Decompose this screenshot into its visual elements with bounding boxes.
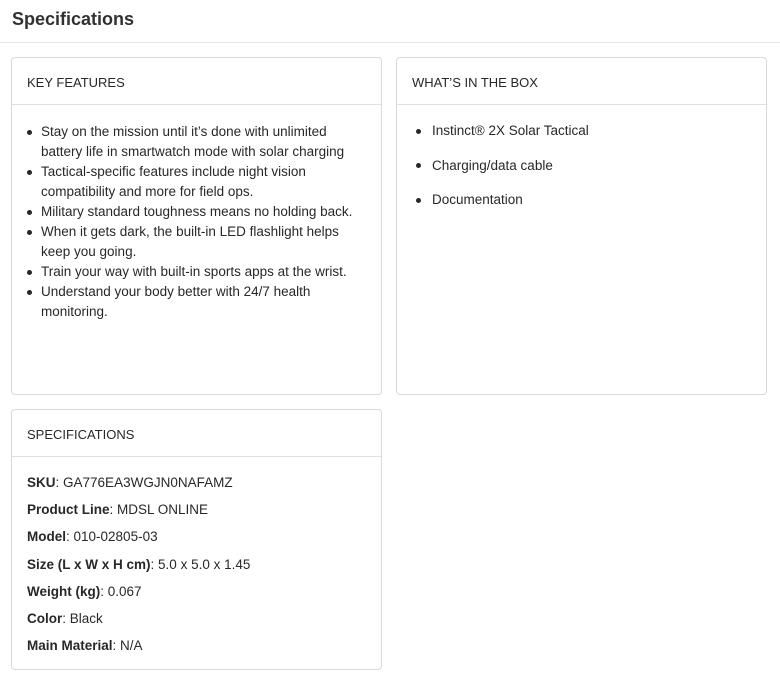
- spec-row-main-material: Main Material: N/A: [27, 638, 143, 654]
- spec-key: Size (L x W x H cm): [27, 556, 151, 572]
- spec-value: 010-02805-03: [73, 529, 158, 545]
- whats-in-the-box-list: [397, 105, 766, 210]
- spec-row-size: Size (L x W x H cm): 5.0 x 5.0 x 1.45: [27, 556, 251, 572]
- whats-in-the-box-header: WHAT’S IN THE BOX: [397, 58, 766, 105]
- list-item: Instinct® 2X Solar Tactical: [412, 121, 751, 141]
- list-item: Military standard toughness means no holding back.: [27, 202, 361, 222]
- list-item: Train your way with built-in sports apps at the wrist.: [27, 262, 361, 282]
- specifications-card: [11, 409, 382, 670]
- spec-value: N/A: [120, 638, 143, 654]
- list-item: Documentation: [412, 190, 751, 210]
- list-item: When it gets dark, the built-in LED flashlight helps keep you going.: [27, 222, 361, 262]
- spec-key: SKU: [27, 475, 56, 490]
- specifications-header: SPECIFICATIONS: [12, 410, 381, 457]
- whats-in-the-box-card: [396, 57, 767, 395]
- spec-value: MDSL ONLINE: [117, 502, 209, 518]
- spec-value: 5.0 x 5.0 x 1.45: [158, 556, 251, 572]
- list-item: Understand your body better with 24/7 health monitoring.: [27, 282, 361, 322]
- spec-key: Main Material: [27, 638, 113, 654]
- spec-key: Product Line: [27, 502, 110, 518]
- key-features-list: [12, 105, 381, 322]
- list-item: Tactical-specific features include night vision compatibility and more for field ops.: [27, 162, 361, 202]
- page-header: [0, 0, 780, 43]
- spec-row-model: Model: 010-02805-03: [27, 529, 158, 545]
- spec-value: Black: [69, 610, 103, 626]
- spec-key: Color: [27, 610, 63, 626]
- spec-key: Model: [27, 529, 66, 545]
- key-features-header: KEY FEATURES: [12, 58, 381, 105]
- specifications-list: [12, 457, 381, 663]
- spec-row-sku: SKU: GA776EA3WGJN0NAFAMZ: [27, 475, 233, 490]
- page-title: Specifications: [12, 9, 135, 29]
- list-item: Stay on the mission until it’s done with unlimited battery life in smartwatch mode with solar charging: [27, 122, 361, 162]
- spec-row-color: Color: Black: [27, 610, 103, 626]
- spec-key: Weight (kg): [27, 583, 101, 599]
- list-item: Charging/data cable: [412, 156, 751, 176]
- spec-value: 0.067: [107, 583, 142, 599]
- spec-row-product-line: Product Line: MDSL ONLINE: [27, 502, 209, 518]
- spec-value: GA776EA3WGJN0NAFAMZ: [63, 475, 233, 490]
- spec-row-weight: Weight (kg): 0.067: [27, 583, 142, 599]
- key-features-card: [11, 57, 382, 395]
